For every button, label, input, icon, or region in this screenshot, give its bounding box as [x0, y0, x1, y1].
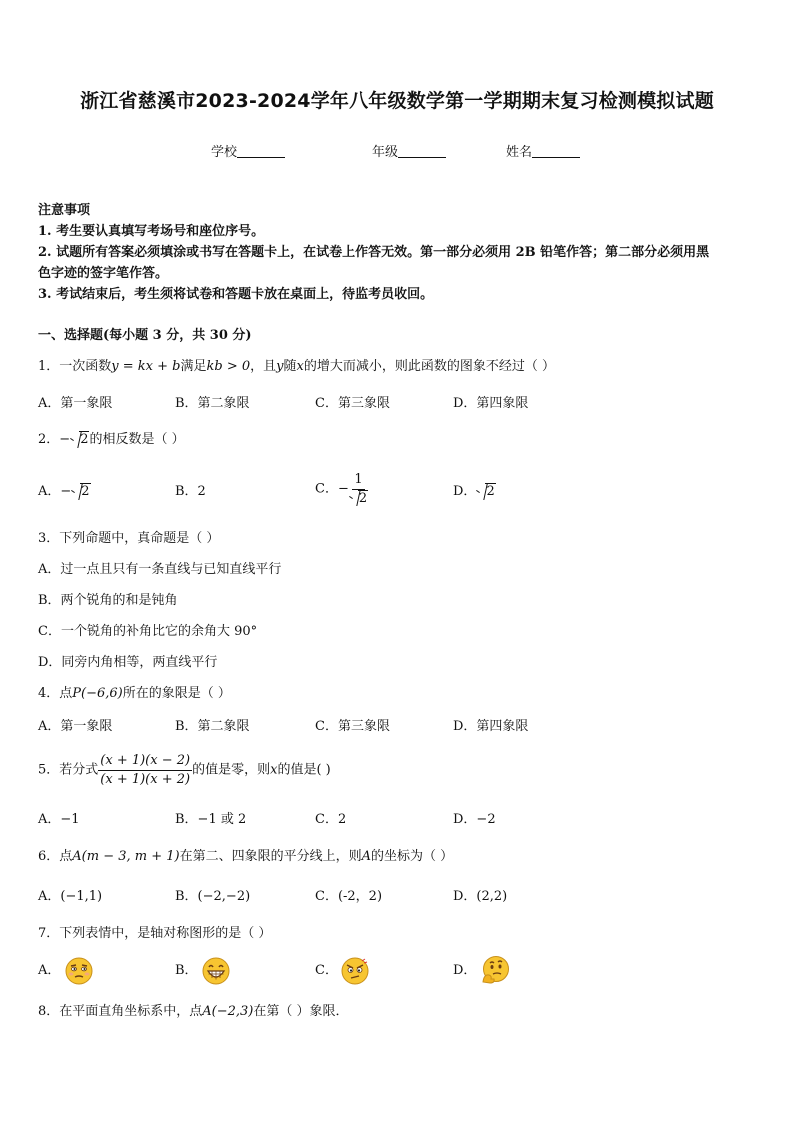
- q4-option-b[interactable]: B．第二象限: [175, 719, 250, 734]
- q6-option-b[interactable]: B．(−2,−2): [175, 889, 251, 904]
- q7-option-c[interactable]: C．: [315, 963, 338, 978]
- note-1: 1. 考生要认真填写考场号和座位序号。: [38, 224, 265, 239]
- question-8-stem: 8．在平面直角坐标系中，点A(−2,3)在第（ ）象限．: [38, 1004, 349, 1019]
- q2-option-c[interactable]: C．− $\frac{1}{2}$: [315, 472, 368, 506]
- q3-option-d[interactable]: D．同旁内角相等，两直线平行: [38, 655, 218, 670]
- grade-blank[interactable]: [398, 145, 446, 158]
- q6-option-c[interactable]: C．(-2，2): [315, 889, 383, 904]
- angry-face-icon[interactable]: [340, 956, 370, 986]
- q1-option-b[interactable]: B．第二象限: [175, 396, 250, 411]
- grade-label: 年级: [372, 145, 399, 160]
- q5-option-c[interactable]: C．2: [315, 812, 347, 827]
- q7-option-d[interactable]: D．: [453, 963, 477, 978]
- q2-option-a[interactable]: A．− 2: [38, 484, 90, 499]
- q1-option-c[interactable]: C．第三象限: [315, 396, 390, 411]
- question-1-stem: 1．一次函数y = kx + b满足kb > 0，且y随x的增大而减小，则此函数的图象不经过（ ）: [38, 359, 556, 374]
- q4-option-d[interactable]: D．第四象限: [453, 719, 529, 734]
- skeptical-face-icon[interactable]: [64, 956, 94, 986]
- note-2b: 色字迹的签字笔作答。: [38, 266, 169, 281]
- question-6-stem: 6．点A(m − 3, m + 1)在第二、四象限的平分线上，则A的坐标为（ ）: [38, 849, 454, 864]
- question-3-stem: 3．下列命题中，真命题是（ ）: [38, 531, 220, 546]
- name-field[interactable]: [506, 141, 580, 160]
- section-heading: 一、选择题(每小题 3 分，共 30 分): [38, 328, 252, 343]
- q5-option-b[interactable]: B．−1 或 2: [175, 812, 247, 827]
- school-blank[interactable]: [237, 145, 285, 158]
- q3-option-b[interactable]: B．两个锐角的和是钝角: [38, 593, 178, 608]
- q4-option-a[interactable]: A．第一象限: [38, 719, 113, 734]
- thinking-face-icon[interactable]: [480, 955, 510, 985]
- question-5-stem: 5．若分式 $\frac{(x + 1)(x - 2)}{(x + 1)(x + 2)}$ 的值是零，则x的值是( ): [38, 753, 331, 787]
- notes-heading: 注意事项: [38, 203, 91, 218]
- q7-option-b[interactable]: B．: [175, 963, 198, 978]
- q4-option-c[interactable]: C．第三象限: [315, 719, 390, 734]
- q7-option-a[interactable]: A．: [38, 963, 61, 978]
- q5-option-a[interactable]: A．−1: [38, 812, 80, 827]
- q1-option-a[interactable]: A．第一象限: [38, 396, 113, 411]
- q2-option-b[interactable]: B．2: [175, 484, 206, 499]
- q2-option-d[interactable]: D． 2: [453, 484, 495, 499]
- question-2-stem: 2．− 2的相反数是（ ）: [38, 432, 185, 447]
- q3-option-c[interactable]: C．一个锐角的补角比它的余角大 90°: [38, 624, 258, 639]
- school-label: 学校: [211, 145, 238, 160]
- note-2a: 2. 试题所有答案必须填涂或书写在答题卡上，在试卷上作答无效。第一部分必须用 2B 铅笔作答；第二部分必须用黑: [38, 245, 710, 260]
- q5-option-d[interactable]: D．−2: [453, 812, 496, 827]
- q6-option-d[interactable]: D．(2,2): [453, 889, 508, 904]
- q1-option-d[interactable]: D．第四象限: [453, 396, 529, 411]
- question-4-stem: 4．点P(−6,6)所在的象限是（ ）: [38, 686, 231, 701]
- school-field[interactable]: [211, 141, 285, 160]
- name-blank[interactable]: [532, 145, 580, 158]
- note-3: 3. 考试结束后，考生须将试卷和答题卡放在桌面上，待监考员收回。: [38, 287, 434, 302]
- q3-option-a[interactable]: A．过一点且只有一条直线与已知直线平行: [38, 562, 282, 577]
- grade-field[interactable]: [372, 141, 446, 160]
- question-7-stem: 7．下列表情中，是轴对称图形的是（ ）: [38, 926, 272, 941]
- name-label: 姓名: [506, 145, 533, 160]
- grinning-face-icon[interactable]: [201, 956, 231, 986]
- exam-title: 浙江省慈溪市2023-2024学年八年级数学第一学期期末复习检测模拟试题: [80, 90, 714, 112]
- q6-option-a[interactable]: A．(−1,1): [38, 889, 103, 904]
